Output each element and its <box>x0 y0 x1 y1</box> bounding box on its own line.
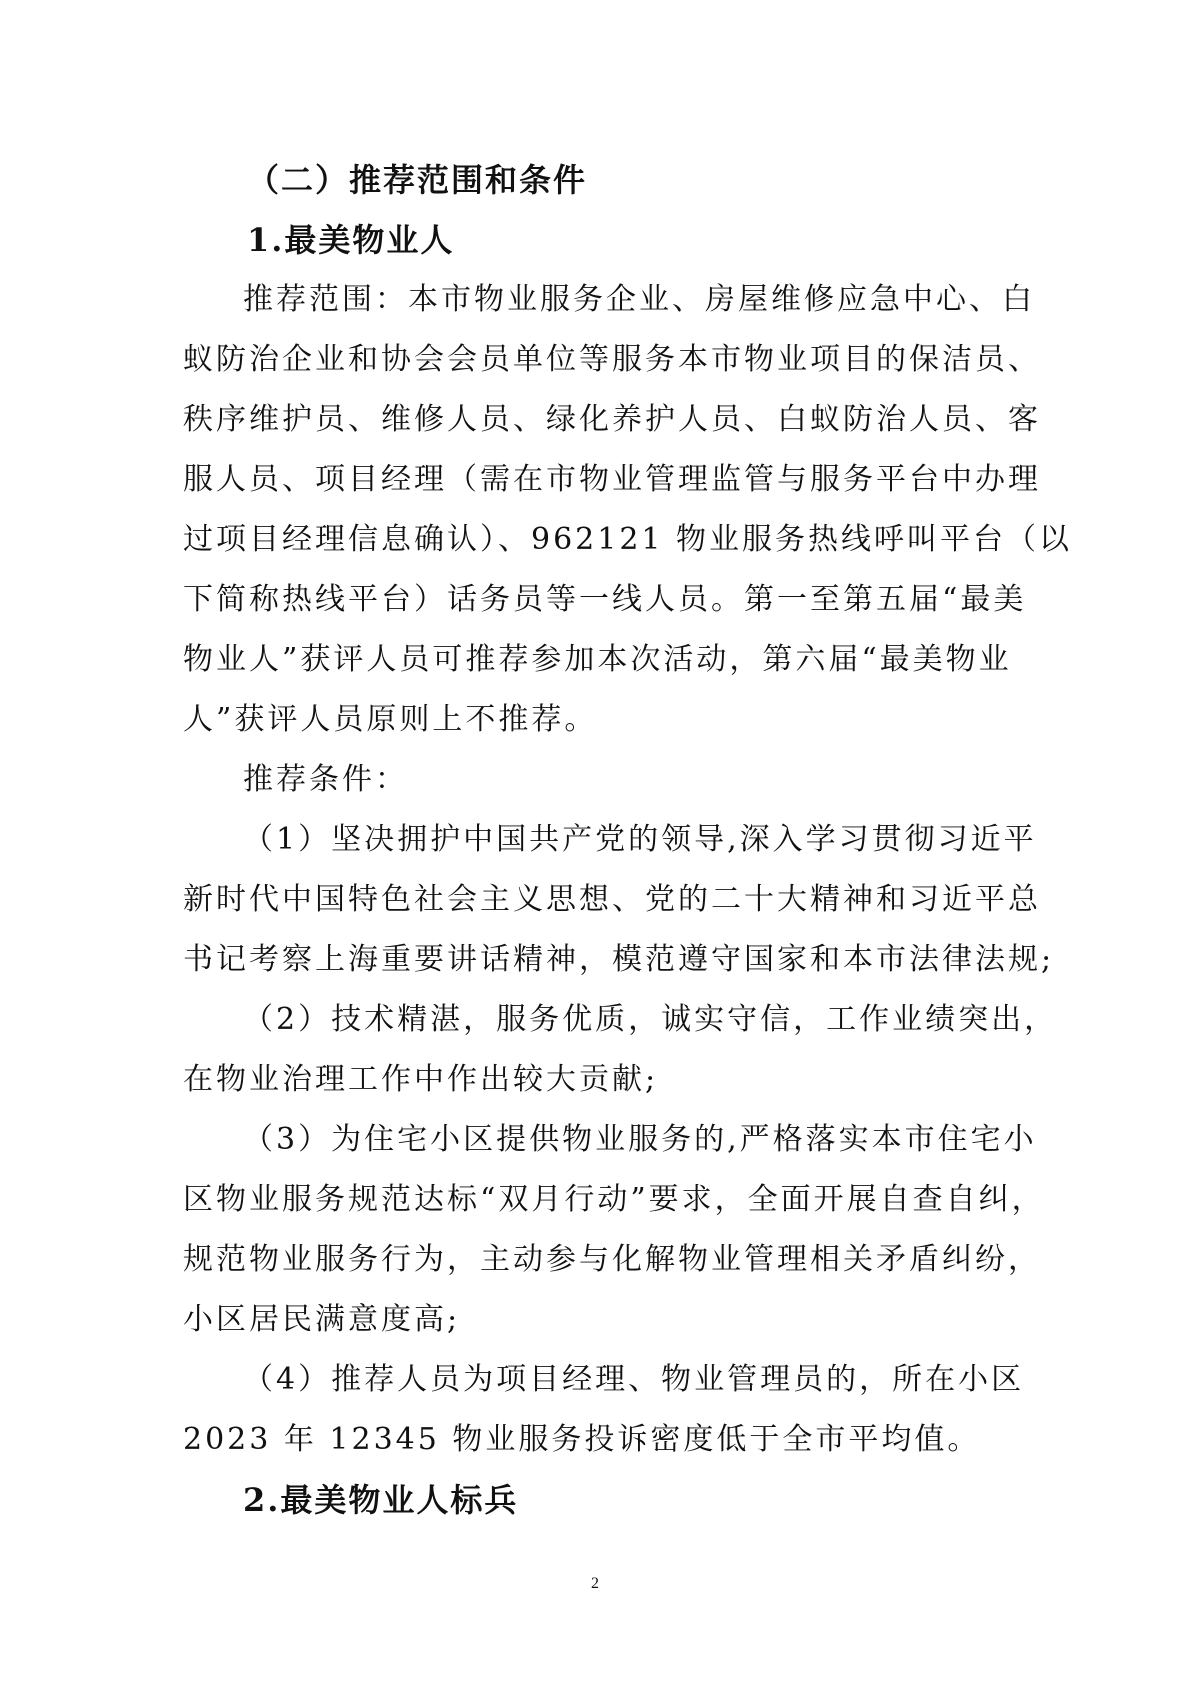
condition-line: 在物业治理工作中作出较大贡献; <box>183 1062 659 1097</box>
scope-line: 蚁防治企业和协会会员单位等服务本市物业项目的保洁员、 <box>183 342 1041 377</box>
subsection-2-heading: 2.最美物业人标兵 <box>243 1481 519 1519</box>
scope-line: 人”获评人员原则上不推荐。 <box>183 702 598 737</box>
condition-line: （2）技术精湛，服务优质，诚实守信，工作业绩突出， <box>243 1002 1058 1037</box>
conditions-label-paragraph <box>183 750 1017 810</box>
page-number: 2 <box>591 1575 599 1592</box>
condition-4 <box>183 1350 1025 1470</box>
scope-line: 服人员、项目经理（需在市物业管理监管与服务平台中办理 <box>183 462 1041 497</box>
condition-line: （3）为住宅小区提供物业服务的,严格落实本市住宅小 <box>243 1122 1037 1157</box>
condition-1 <box>183 810 1055 990</box>
condition-line: 2023 年 12345 物业服务投诉密度低于全市平均值。 <box>183 1422 981 1457</box>
scope-line: 物业人”获评人员可推荐参加本次活动，第六届“最美物业 <box>183 642 1012 677</box>
condition-3 <box>183 1110 1045 1350</box>
scope-line: 秩序维护员、维修人员、绿化养护人员、白蚁防治人员、客 <box>183 402 1041 437</box>
condition-line: 规范物业服务行为，主动参与化解物业管理相关矛盾纠纷， <box>183 1242 1041 1277</box>
condition-line: 小区居民满意度高; <box>183 1302 461 1337</box>
scope-paragraph <box>183 270 1073 750</box>
conditions-label: 推荐条件： <box>243 762 408 797</box>
subsection-1-heading: 1.最美物业人 <box>247 221 455 259</box>
condition-line: 书记考察上海重要讲话精神，模范遵守国家和本市法律法规; <box>183 942 1055 977</box>
scope-line: 推荐范围：本市物业服务企业、房屋维修应急中心、白 <box>243 282 1035 317</box>
condition-2 <box>183 990 1058 1110</box>
document-page <box>183 150 1073 1530</box>
condition-line: 新时代中国特色社会主义思想、党的二十大精神和习近平总 <box>183 882 1041 917</box>
condition-line: （1）坚决拥护中国共产党的领导,深入学习贯彻习近平 <box>243 822 1037 857</box>
section-heading: （二）推荐范围和条件 <box>247 161 588 199</box>
condition-line: 区物业服务规范达标“双月行动”要求，全面开展自查自纠， <box>183 1182 1045 1217</box>
scope-line: 下简称热线平台）话务员等一线人员。第一至第五届“最美 <box>183 582 1027 617</box>
scope-line: 过项目经理信息确认）、962121 物业服务热线呼叫平台（以 <box>183 522 1073 557</box>
condition-line: （4）推荐人员为项目经理、物业管理员的，所在小区 <box>243 1362 1025 1397</box>
